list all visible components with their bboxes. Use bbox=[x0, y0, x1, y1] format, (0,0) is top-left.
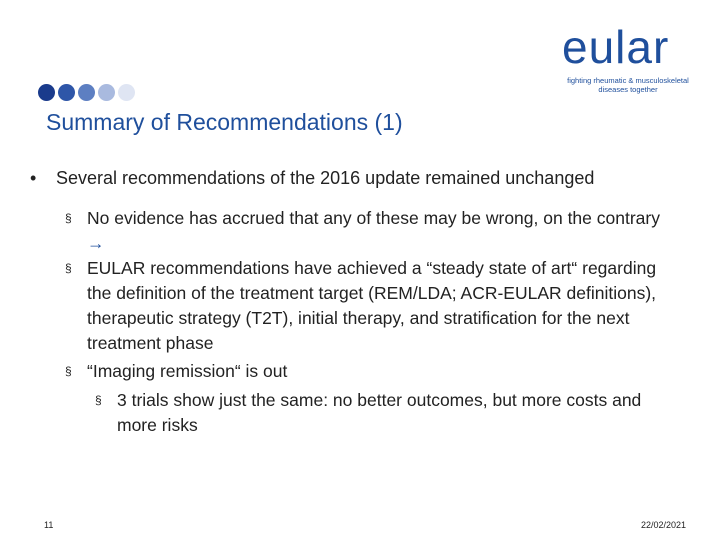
logo-tagline bbox=[562, 76, 694, 94]
sub-bullet-2 bbox=[65, 256, 677, 356]
sub-bullet-marker: § bbox=[65, 364, 72, 378]
bullet-main-text: Several recommendations of the 2016 update remained unchanged bbox=[56, 168, 595, 188]
sub-bullet-1 bbox=[65, 206, 677, 256]
sub-bullet-1-text: No evidence has accrued that any of these may be wrong, on the contrary bbox=[87, 208, 660, 228]
decorative-dots bbox=[38, 84, 135, 101]
page-number: 11 bbox=[44, 520, 54, 530]
sub-bullet-marker: § bbox=[65, 261, 72, 275]
dot-3 bbox=[78, 84, 95, 101]
right-arrow-icon: → bbox=[87, 233, 105, 253]
sub-bullet-2-text: EULAR recommendations have achieved a “steady state of art“ regarding the definition of the treatment target (REM/LDA; ACR-EULAR definitions), therapeutic strategy (T2T), initial therapy, and stratification for the next treatment phase bbox=[87, 258, 657, 353]
sub-sub-bullet-marker: § bbox=[95, 393, 102, 407]
logo-tagline-line1: fighting rheumatic & musculoskeletal bbox=[567, 76, 689, 85]
sub-sub-bullet-1 bbox=[95, 388, 677, 438]
dot-4 bbox=[98, 84, 115, 101]
slide-title: Summary of Recommendations (1) bbox=[46, 109, 403, 135]
logo-tagline-line2: diseases together bbox=[598, 85, 658, 94]
sub-bullet-marker: § bbox=[65, 211, 72, 225]
bullet-main bbox=[30, 167, 594, 189]
logo-wordmark: eular bbox=[562, 21, 670, 73]
sub-sub-bullet-1-text: 3 trials show just the same: no better outcomes, but more costs and more risks bbox=[117, 390, 642, 435]
dot-5 bbox=[118, 84, 135, 101]
dot-1 bbox=[38, 84, 55, 101]
sub-bullet-3 bbox=[65, 359, 677, 384]
footer-date: 22/02/2021 bbox=[640, 520, 686, 530]
eular-logo bbox=[562, 21, 702, 94]
dot-2 bbox=[58, 84, 75, 101]
sub-bullet-3-text: “Imaging remission“ is out bbox=[87, 361, 288, 381]
bullet-marker: • bbox=[30, 168, 37, 188]
